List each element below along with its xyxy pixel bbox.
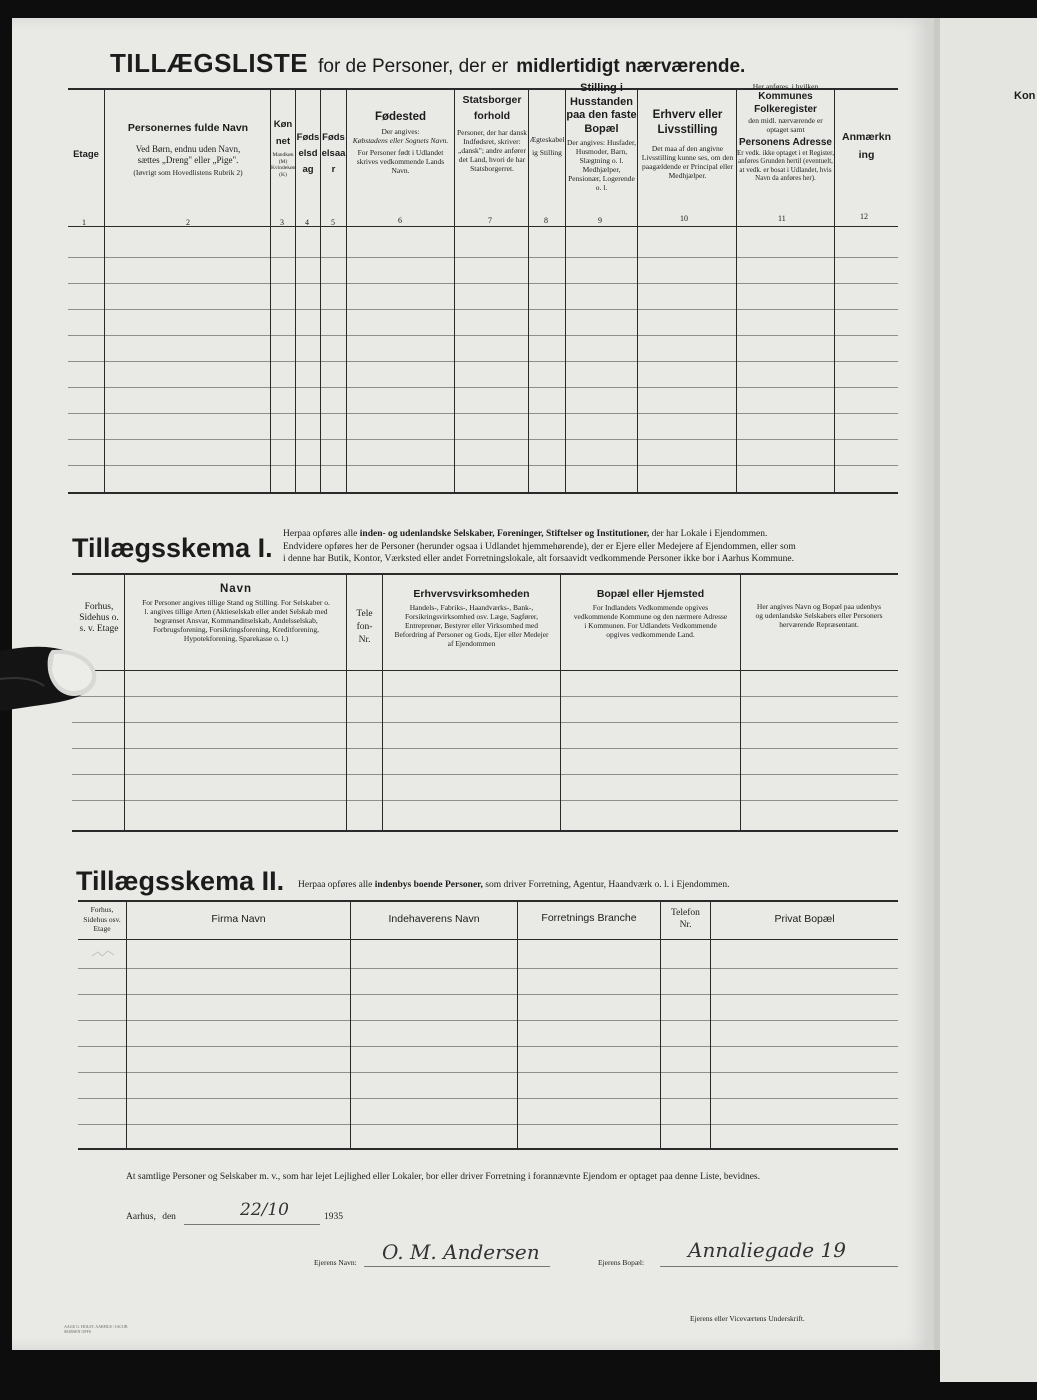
- skema2-col-owner: Indehaverens Navn: [388, 913, 480, 925]
- skema1-col-name-title: Navn: [219, 583, 253, 595]
- col-number-10: 10: [680, 214, 688, 223]
- col-number-12: 12: [860, 212, 868, 221]
- skema1-col-business-header: [383, 588, 560, 648]
- page-title: [110, 48, 745, 79]
- col-etage: Etage: [73, 149, 99, 160]
- col-household-title: Stilling i Husstanden paa den faste Bopæl: [566, 82, 637, 135]
- skema2-title: Tillægsskema II.: [76, 866, 285, 896]
- col-sex-title: Kønnet: [273, 119, 293, 147]
- col-register-note1: Her anføres, i hvilken: [752, 82, 819, 91]
- skema2-description: [298, 880, 729, 890]
- col-number-9: 9: [598, 216, 602, 225]
- right-page-fragment: Kon: [1014, 90, 1036, 102]
- col-number-2: 2: [186, 218, 190, 227]
- owner-name-label: Ejerens Navn:: [314, 1258, 357, 1267]
- col-citizenship-header: [456, 92, 528, 173]
- col-sex-header: [271, 116, 295, 178]
- col-register-note2: den midl. nærværende er optaget samt: [748, 116, 823, 134]
- col-marital: Ægteskabelig Stilling: [529, 135, 565, 157]
- skema1-col-representative: Her angives Navn og Bopæl paa udenbys og udenlandske Selskabers eller Personers herværende Repræsentant.: [755, 602, 883, 629]
- col-occupation-header: [639, 108, 736, 180]
- skema1-col-phone: Telefon-Nr.: [356, 609, 373, 645]
- skema1-col-name-header: [126, 582, 346, 643]
- col-number-6: 6: [398, 216, 402, 225]
- col-number-3: 3: [280, 218, 284, 227]
- skema1-col-name-note: For Personer angives tillige Stand og Stilling. For Selskaber o. l. angives tillige Arten (Aktieselskab eller andet Selskab med begrænset Ansvar, Kommanditselskab, Andelsselskab, Forbrugsforening, Forsikringsforening, Kreditforening, Hypotekforening, Sparekasse o. l.): [142, 598, 330, 643]
- skema1-col-business-note: Handels-, Fabriks-, Haandværks-, Bank-, Forsikringsvirksomhed osv. Læge, Sagfører, Entreprenør, Bestyrer eller Virksomhed med Befordring af Personer og Gods, Ejer eller Medejer af Ejendommen: [394, 603, 549, 648]
- skema1-desc-1b: inden- og udenlandske Selskaber, Foreninger, Stiftelser og Institutioner,: [359, 529, 650, 539]
- form-page: [12, 18, 934, 1350]
- owner-address-label: Ejerens Bopæl:: [598, 1258, 645, 1267]
- col-birthplace-note2: Købstadens eller Sognets Navn.: [352, 136, 449, 145]
- col-number-4: 4: [305, 218, 309, 227]
- skema1-desc-line2: Endvidere opføres her de Personer (herunder ogsaa i Udlandet hjemmehørende), der er Ejere eller Medejere af Ejendommen, eller som: [283, 541, 796, 552]
- date-handwritten: 22/10: [240, 1200, 289, 1220]
- col-occupation-note: Det maa af den angivne Livsstilling kunne ses, om den paagældende er Principal eller Medhjælper.: [641, 144, 734, 180]
- den-label: den: [162, 1212, 176, 1222]
- col-number-8: 8: [544, 216, 548, 225]
- owner-name-handwritten: O. M. Andersen: [382, 1240, 540, 1264]
- title-rest: for de Personer, der er: [318, 56, 509, 77]
- col-name-note1: Ved Børn, endnu uden Navn,: [135, 144, 241, 154]
- col-birthplace-title: Fødested: [374, 111, 427, 123]
- skema1-desc-line3: i denne har Butik, Kontor, Værksted eller andet Forretningslokale, alt forsaavidt vedkommende Personer ikke bor i Aarhus Kommune.: [283, 554, 795, 564]
- printer-mark: AAGE G. HOLST. AARHUS / JACOB SEJRSEN OFFS: [64, 1324, 128, 1334]
- col-name-note3: (Iøvrigt som Hovedlistens Rubrik 2): [133, 168, 243, 177]
- col-number-11: 11: [778, 214, 786, 223]
- skema2-col-firm: Firma Navn: [211, 913, 266, 925]
- skema2-col-branch: Forretnings Branche: [541, 912, 637, 924]
- col-birthyear: Fødselsaar: [321, 132, 346, 175]
- col-number-1: 1: [82, 218, 86, 227]
- footer-statement: At samtlige Personer og Selskaber m. v., som har lejet Lejlighed eller Lokaler, bor eller driver Forretning i forannævnte Ejendom er optaget paa denne Liste, bevidnes.: [126, 1172, 760, 1182]
- skema2-desc-a: Herpaa opføres alle: [298, 880, 373, 890]
- col-number-7: 7: [488, 216, 492, 225]
- col-name-note2: sættes „Dreng" eller „Pige".: [137, 155, 239, 165]
- owner-address-handwritten: Annaliegade 19: [688, 1238, 846, 1262]
- year-label: 1935: [324, 1212, 343, 1222]
- right-page: [940, 18, 1037, 1382]
- pencil-mark: [90, 946, 118, 956]
- col-household-header: [566, 82, 637, 192]
- col-birthplace-note1: Der angives:: [381, 127, 420, 136]
- skema1-col-residence-title: Bopæl eller Hjemsted: [596, 588, 705, 600]
- skema2-desc-b: indenbys boende Personer,: [374, 880, 483, 890]
- col-remarks: Anmærkning: [841, 131, 891, 161]
- col-citizenship-note: Personer, der har dansk Indfødsret, skriver: „dansk"; andre anfører det Land, hvori de har Statsborgerret.: [456, 128, 528, 173]
- col-occupation-title: Erhverv eller Livsstilling: [652, 109, 723, 136]
- skema1-description: [283, 528, 903, 566]
- city-label: Aarhus,: [126, 1212, 156, 1222]
- col-register-header: [737, 82, 834, 182]
- col-birthday: Fødselsdag: [296, 132, 320, 175]
- col-birthplace-note3: For Personer født i Udlandet skrives vedkommende Lands Navn.: [356, 148, 445, 175]
- title-emph: midlertidigt nærværende.: [516, 56, 746, 77]
- skema2-col-etage: Forhus, Sidehus osv. Etage: [83, 905, 121, 933]
- signature-label: Ejerens eller Viceværtens Underskrift.: [690, 1314, 805, 1323]
- col-name-header: [106, 122, 270, 177]
- col-birthplace-header: [348, 110, 453, 175]
- title-main: TILLÆGSLISTE: [110, 48, 309, 78]
- col-sex-note: Mandkøn (M) Kvindekøn (K): [271, 152, 296, 178]
- thumb-image: [0, 640, 104, 730]
- col-name-title: Personernes fulde Navn: [127, 122, 249, 134]
- date-line: [126, 1212, 176, 1222]
- col-register-note3: Er vedk. ikke optaget i et Register, anføres Grunden hertil (eventuelt, at vedk. er bosat i Udlandet, hvis Navn da anføres her).: [737, 149, 834, 182]
- col-register-title2: Personens Adresse: [738, 137, 832, 148]
- skema2-col-phone: Telefon Nr.: [671, 908, 700, 930]
- skema1-desc-1a: Herpaa opføres alle: [283, 529, 358, 539]
- skema2-desc-c: som driver Forretning, Agentur, Haandværk o. l. i Ejendommen.: [485, 880, 730, 890]
- skema1-col-business-title: Erhvervsvirksomheden: [413, 588, 530, 600]
- col-register-title1: Kommunes Folkeregister: [754, 91, 817, 115]
- skema1-col-etage: Forhus, Sidehus o. s. v. Etage: [79, 602, 119, 634]
- skema1-desc-1c: der har Lokale i Ejendommen.: [651, 529, 768, 539]
- skema1-col-residence-header: [561, 588, 740, 639]
- skema2-col-private-address: Privat Bopæl: [774, 913, 835, 925]
- col-citizenship-title: Statsborgerforhold: [462, 94, 522, 122]
- col-number-5: 5: [331, 218, 335, 227]
- skema1-col-residence-note: For Indlandets Vedkommende opgives vedkommende Kommune og den nærmere Adresse i Kommunen. For Udlandets Vedkommende opgives vedkommende Land.: [573, 603, 728, 639]
- skema1-desc-line1: [283, 528, 903, 541]
- skema1-title: Tillægsskema I.: [72, 533, 273, 563]
- col-household-note: Der angives: Husfader, Husmoder, Barn, Slægtning o. l. Medhjælper, Pensionær, Logerende o. l.: [566, 138, 637, 192]
